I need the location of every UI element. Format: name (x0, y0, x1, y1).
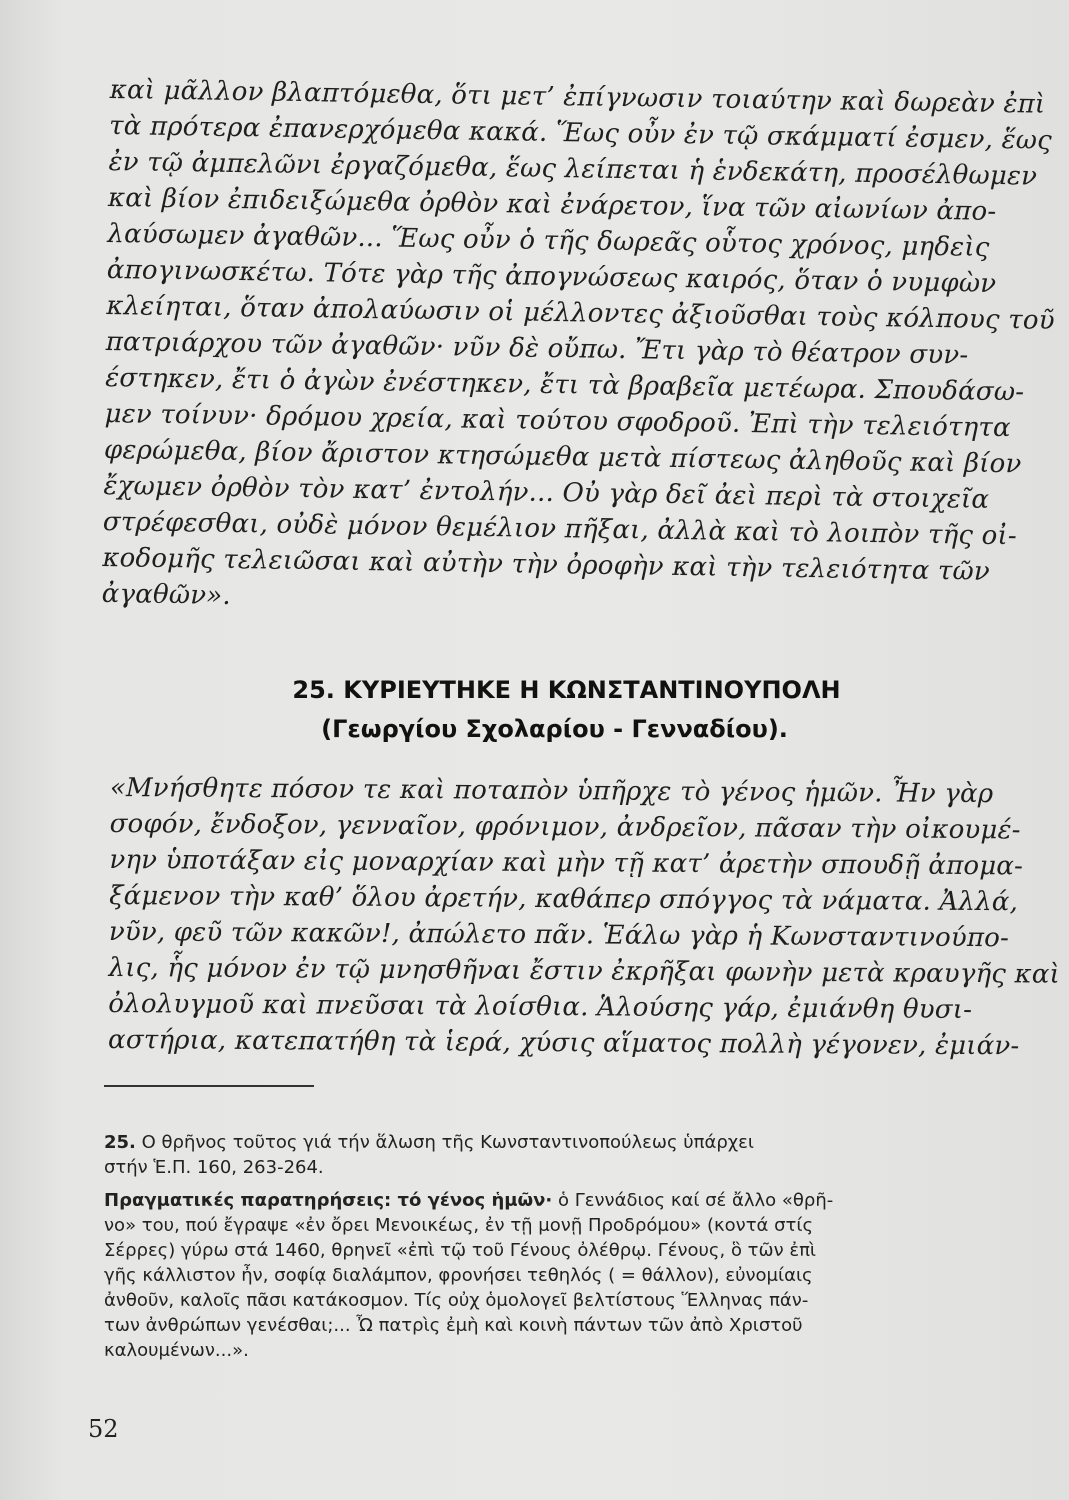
text-line: ἀπογινωσκέτω. Τότε γὰρ τῆς ἀπογνώσεως καιρός, ὅταν ὁ νυμφὼν (106, 254, 997, 299)
footnote-text: ὁ Γεννάδιος καί σέ ἄλλο «θρῆ- (552, 1190, 834, 1211)
footnote-divider (104, 1085, 314, 1087)
text-line: σοφόν, ἔνδοξον, γενναῖον, φρόνιμον, ἀνδρεῖον, πᾶσαν τὴν οἰκουμέ- (109, 808, 1021, 846)
section-title: 25. ΚΥΡΙΕΥΤΗΚΕ Η ΚΩΝΣΤΑΝΤΙΝΟΥΠΟΛΗ (292, 676, 841, 704)
footnote-spacer (104, 1180, 984, 1188)
text-line: ἀγαθῶν». (101, 578, 232, 611)
text-line: ὀλολυγμοῦ καὶ πνεῦσαι τὰ λοίσθια. Ἁλούσης γάρ, ἐμιάνθη θυσι- (108, 988, 973, 1026)
main-text-paragraph-2 (108, 770, 1061, 1064)
footnote-line (104, 1130, 984, 1155)
text-line: κοδομῆς τελειῶσαι καὶ αὐτὴν τὴν ὀροφὴν καὶ τὴν τελειότητα τῶν (102, 542, 991, 587)
text-line: λαύσωμεν ἀγαθῶν... Ἕως οὖν ὁ τῆς δωρεᾶς οὗτος χρόνος, μηδεὶς (107, 218, 990, 263)
text-line: στρέφεσθαι, οὐδὲ μόνον θεμέλιον πῆξαι, ἀλλὰ καὶ τὸ λοιπὸν τῆς οἰ- (102, 506, 1018, 552)
footnote-line: γῆς κάλλιστον ἦν, σοφίᾳ διαλάμπον, φρονήσει τεθηλός ( = θάλλον), εὐνομίαις (104, 1265, 813, 1286)
text-line: νῦν, φεῦ τῶν κακῶν!, ἀπώλετο πᾶν. Ἑάλω γὰρ ἡ Κωνσταντινούπο- (108, 916, 1010, 954)
text-line: κλείηται, ὅταν ἀπολαύωσιν οἱ μέλλοντες ἀξιοῦσθαι τοὺς κόλπους τοῦ (106, 290, 1055, 336)
footnote-line: νο» του, πού ἔγραψε «ἐν ὄρει Μενοικέως, ἐν τῇ μονῇ Προδρόμου» (κοντά στίς (104, 1215, 814, 1236)
text-line: λις, ἧς μόνον ἐν τῷ μνησθῆναι ἔστιν ἐκρῆξαι φωνὴν μετὰ κραυγῆς καὶ (108, 952, 1061, 990)
footnote-line: Σέρρες) γύρω στά 1460, θρηνεῖ «ἐπὶ τῷ τοῦ Γένους ὀλέθρῳ. Γένους, ὃ τῶν ἐπὶ (104, 1240, 817, 1261)
text-line: καὶ μᾶλλον βλαπτόμεθα, ὅτι μετ’ ἐπίγνωσιν τοιαύτην καὶ δωρεὰν ἐπὶ (109, 74, 1046, 120)
text-line: φερώμεθα, βίον ἄριστον κτησώμεθα μετὰ πίστεως ἀληθοῦς καὶ βίον (103, 434, 1022, 480)
main-text-paragraph-1 (101, 72, 1055, 626)
text-line: «Μνήσθητε πόσον τε καὶ ποταπὸν ὑπῆρχε τὸ γένος ἡμῶν. Ἦν γὰρ (109, 772, 994, 810)
footnote-number: 25. (104, 1132, 136, 1153)
text-line: ἐν τῷ ἀμπελῶνι ἐργαζόμεθα, ἕως λείπεται ἡ ἑνδεκάτη, προσέλθωμεν (108, 146, 1038, 192)
footnote-line: καλουμένων...». (104, 1340, 249, 1361)
footnote-text: Ο θρῆνος τοῦτος γιά τήν ἅλωση τῆς Κωνσταντινοπούλεως ὑπάρχει (141, 1132, 754, 1153)
footnote-line (104, 1188, 984, 1213)
section-subtitle: (Γεωργίου Σχολαρίου - Γενναδίου). (321, 715, 788, 743)
text-line: νην ὑποτάξαν εἰς μοναρχίαν καὶ μὴν τῇ κατ’ ἀρετὴν σπουδῇ ἀπομα- (109, 844, 1024, 882)
footnote-bold-lead: Πραγματικές παρατηρήσεις: τό γένος ἡμῶν· (104, 1190, 553, 1211)
text-line: ἔχωμεν ὀρθὸν τὸν κατ’ ἐντολήν... Οὐ γὰρ δεῖ ἀεὶ περὶ τὰ στοιχεῖα (103, 470, 990, 515)
footnote-line: των ἀνθρώπων γενέσθαι;... Ὦ πατρὶς ἐμὴ καὶ κοινὴ πάντων τῶν ἀπὸ Χριστοῦ (104, 1315, 803, 1336)
page-number: 52 (88, 1415, 119, 1443)
footnote-line: ἀνθοῦν, καλοῖς πᾶσι κατάκοσμον. Τίς οὐχ ὁμολογεῖ βελτίστους Ἕλληνας πάν- (104, 1290, 809, 1311)
text-line: μεν τοίνυν· δρόμου χρεία, καὶ τούτου σφοδροῦ. Ἐπὶ τὴν τελειότητα (104, 398, 1011, 444)
text-line: πατριάρχου τῶν ἀγαθῶν· νῦν δὲ οὔπω. Ἔτι γὰρ τὸ θέατρον συν- (105, 326, 969, 371)
text-line: καὶ βίον ἐπιδειξώμεθα ὀρθὸν καὶ ἐνάρετον, ἵνα τῶν αἰωνίων ἀπο- (107, 182, 997, 227)
text-line: τὰ πρότερα ἐπανερχόμεθα κακά. Ἕως οὖν ἐν τῷ σκάμματί ἐσμεν, ἕως (108, 110, 1053, 156)
text-line: αστήρια, κατεπατήθη τὰ ἱερά, χύσις αἵματος πολλὴ γέγονεν, ἐμιάν- (108, 1024, 1020, 1062)
text-line: έστηκεν, ἔτι ὁ ἀγὼν ἐνέστηκεν, ἔτι τὰ βραβεῖα μετέωρα. Σπουδάσω- (104, 362, 1025, 408)
footnotes (104, 1130, 984, 1363)
footnote-line: στήν Ἑ.Π. 160, 263-264. (104, 1157, 324, 1178)
text-line: ξάμενον τὴν καθ’ ὅλου ἀρετήν, καθάπερ σπόγγος τὰ νάματα. Ἀλλά, (109, 880, 1019, 918)
